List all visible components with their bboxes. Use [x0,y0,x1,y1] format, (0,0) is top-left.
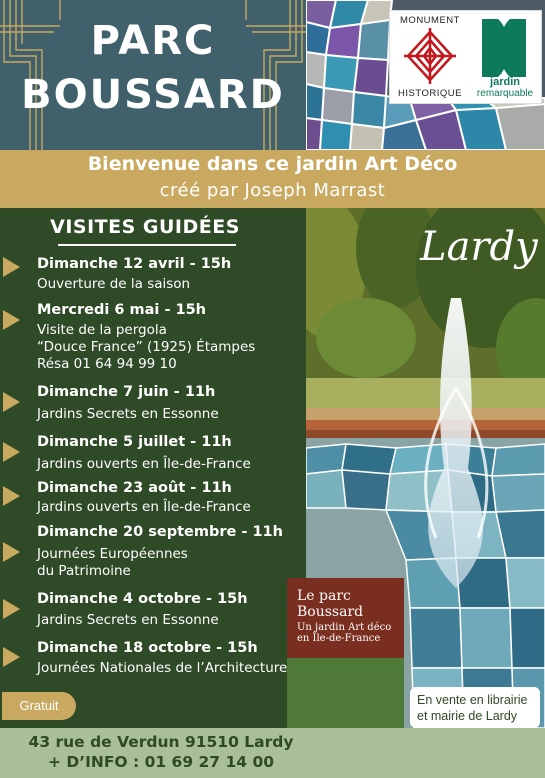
event-desc: du Patrimoine [37,563,131,579]
event-date: Mercredi 6 mai - 15h [37,302,207,318]
book-subtitle-line2: en Île-de-France [297,633,381,644]
address-text: 43 rue de Verdun 91510 Lardy [28,733,294,751]
info-phone-text: + D’INFO : 01 69 27 14 00 [47,753,275,771]
schedule-title: VISITES GUIDÉES [50,216,240,238]
event-desc: Jardins Secrets en Essonne [37,612,219,628]
bullet-arrow-icon [3,542,20,562]
monument-historique-logo-icon [404,28,456,84]
logo-monument-bottom: HISTORIQUE [398,88,462,99]
event-desc: Jardins ouverts en Île-de-France [37,456,251,472]
event-date: Dimanche 4 octobre - 15h [37,591,248,607]
bullet-arrow-icon [3,257,20,277]
bullet-arrow-icon [3,486,20,506]
bullet-arrow-icon [3,310,20,330]
book-title-line1: Le parc [297,588,351,604]
page-title [0,14,306,122]
event-desc: Ouverture de la saison [37,276,191,292]
jardin-remarquable-logo-icon [478,17,530,79]
event-desc: Journées Nationales de l’Architecture [37,660,288,676]
event-desc: Visite de la pergola [37,322,167,338]
sale-note [417,692,539,724]
logo-jardin-line2: remarquable [476,88,534,99]
book-subtitle-line1: Un jardin Art déco [297,622,392,633]
bullet-arrow-icon [3,392,20,412]
title-line-1: PARC [90,18,216,64]
event-date: Dimanche 20 septembre - 11h [37,524,283,540]
event-desc: Jardins ouverts en Île-de-France [37,499,251,515]
banner-subline: créé par Joseph Marrast [159,180,386,201]
bullet-arrow-icon [3,442,20,462]
book-cover-garden-image [287,658,404,728]
event-date: Dimanche 7 juin - 11h [37,384,216,400]
event-date: Dimanche 18 octobre - 15h [37,640,258,656]
bullet-arrow-icon [3,647,20,667]
banner-headline: Bienvenue dans ce jardin Art Déco [87,153,458,175]
book-title-line2: Boussard [297,604,364,620]
title-line-2: BOUSSARD [21,72,285,118]
event-date: Dimanche 12 avril - 15h [37,256,232,272]
logo-jardin-line1: jardin [490,76,520,88]
town-caption: Lardy [420,224,538,270]
title-underline [58,244,236,246]
free-badge: Gratuit [2,692,76,720]
event-date: Dimanche 23 août - 11h [37,480,232,496]
sale-note-line1: En vente en librairie [417,693,528,707]
logo-monument-top: MONUMENT [400,15,460,26]
event-desc: Jardins Secrets en Essonne [37,406,219,422]
bullet-arrow-icon [3,599,20,619]
book-title-block [297,588,391,644]
event-date: Dimanche 5 juillet - 11h [37,434,232,450]
event-desc: Journées Européennes [37,546,188,562]
logos-panel [389,10,542,104]
event-desc: Résa 01 64 94 99 10 [37,356,177,372]
event-desc: “Douce France” (1925) Étampes [37,339,256,355]
sale-note-line2: et mairie de Lardy [417,709,518,723]
